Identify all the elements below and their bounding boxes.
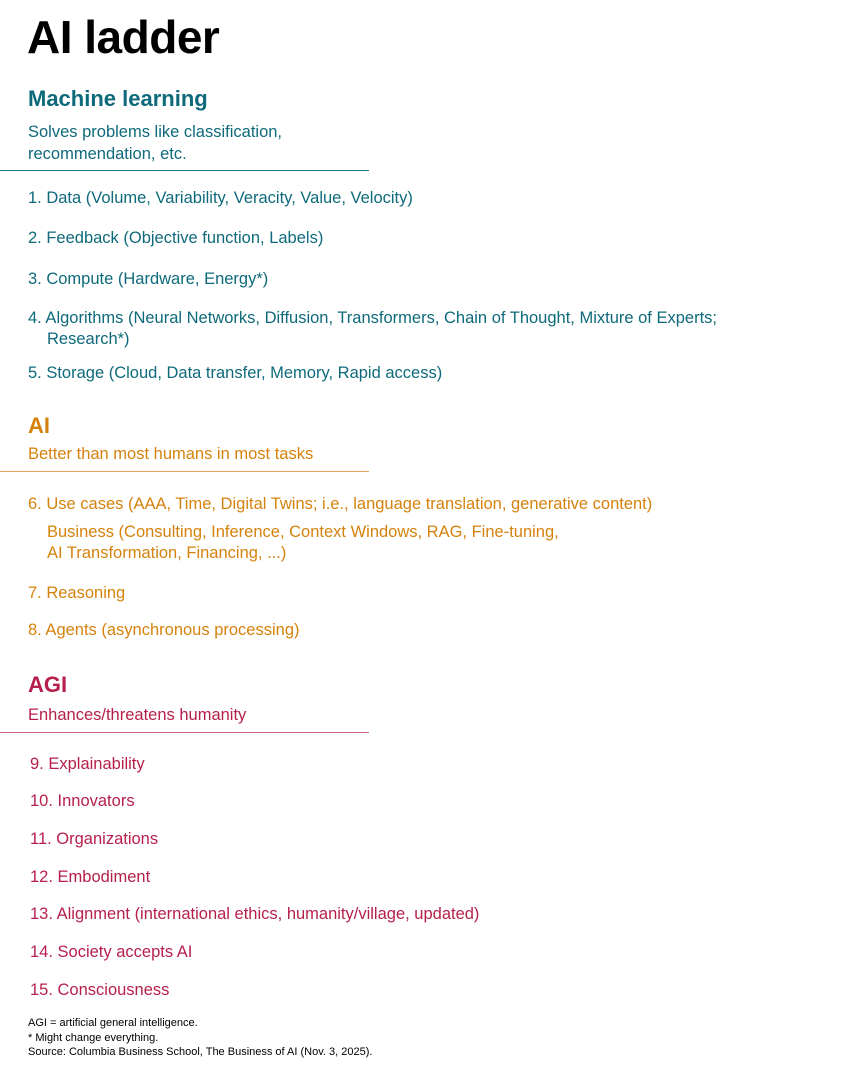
ladder-item-4-continuation: Research*) [47, 330, 130, 348]
section-heading-machine-learning: Machine learning [28, 86, 208, 111]
footnote-agi-definition: AGI = artificial general intelligence. [28, 1017, 198, 1029]
ladder-item-10: 10. Innovators [30, 792, 135, 810]
ladder-item-8: 8. Agents (asynchronous processing) [28, 621, 300, 639]
ladder-item-4-text: 4. Algorithms (Neural Networks, Diffusion, Transformers, Chain of Thought, Mixture of Experts; [28, 309, 717, 327]
page-title: AI ladder [27, 11, 220, 63]
section-heading-agi: AGI [28, 672, 68, 697]
ladder-item-3: 3. Compute (Hardware, Energy*) [28, 270, 269, 288]
business-line: Business (Consulting, Inference, Context Windows, RAG, Fine-tuning, [47, 523, 559, 541]
ladder-item-4 [28, 308, 717, 350]
ladder-item-6-business [28, 522, 559, 564]
footnotes [28, 1016, 372, 1060]
footnote-asterisk: * Might change everything. [28, 1031, 159, 1044]
section-heading-ai: AI [28, 413, 50, 438]
description-line: recommendation, etc. [28, 145, 187, 163]
ladder-item-5: 5. Storage (Cloud, Data transfer, Memory, Rapid access) [28, 364, 443, 382]
section-description-machine-learning [28, 121, 282, 165]
section-divider-agi [0, 732, 369, 733]
section-divider-machine-learning [0, 170, 369, 171]
business-line: AI Transformation, Financing, ...) [47, 544, 287, 562]
section-divider-ai [0, 471, 369, 472]
ladder-item-9: 9. Explainability [30, 755, 145, 773]
ladder-item-13: 13. Alignment (international ethics, humanity/village, updated) [30, 905, 480, 923]
section-description-agi: Enhances/threatens humanity [28, 706, 247, 724]
footnote-source: Source: Columbia Business School, The Business of AI (Nov. 3, 2025). [28, 1046, 373, 1058]
ladder-item-15: 15. Consciousness [30, 981, 170, 999]
ladder-item-11: 11. Organizations [30, 830, 159, 848]
ladder-item-7: 7. Reasoning [28, 584, 126, 602]
ladder-item-2: 2. Feedback (Objective function, Labels) [28, 229, 324, 247]
ladder-item-14: 14. Society accepts AI [30, 943, 193, 961]
ladder-item-6: 6. Use cases (AAA, Time, Digital Twins; i.e., language translation, generative content) [28, 495, 653, 513]
ladder-item-1: 1. Data (Volume, Variability, Veracity, Value, Velocity) [28, 189, 413, 207]
section-description-ai: Better than most humans in most tasks [28, 445, 314, 463]
ladder-item-12: 12. Embodiment [30, 868, 151, 886]
description-line: Solves problems like classification, [28, 123, 283, 141]
